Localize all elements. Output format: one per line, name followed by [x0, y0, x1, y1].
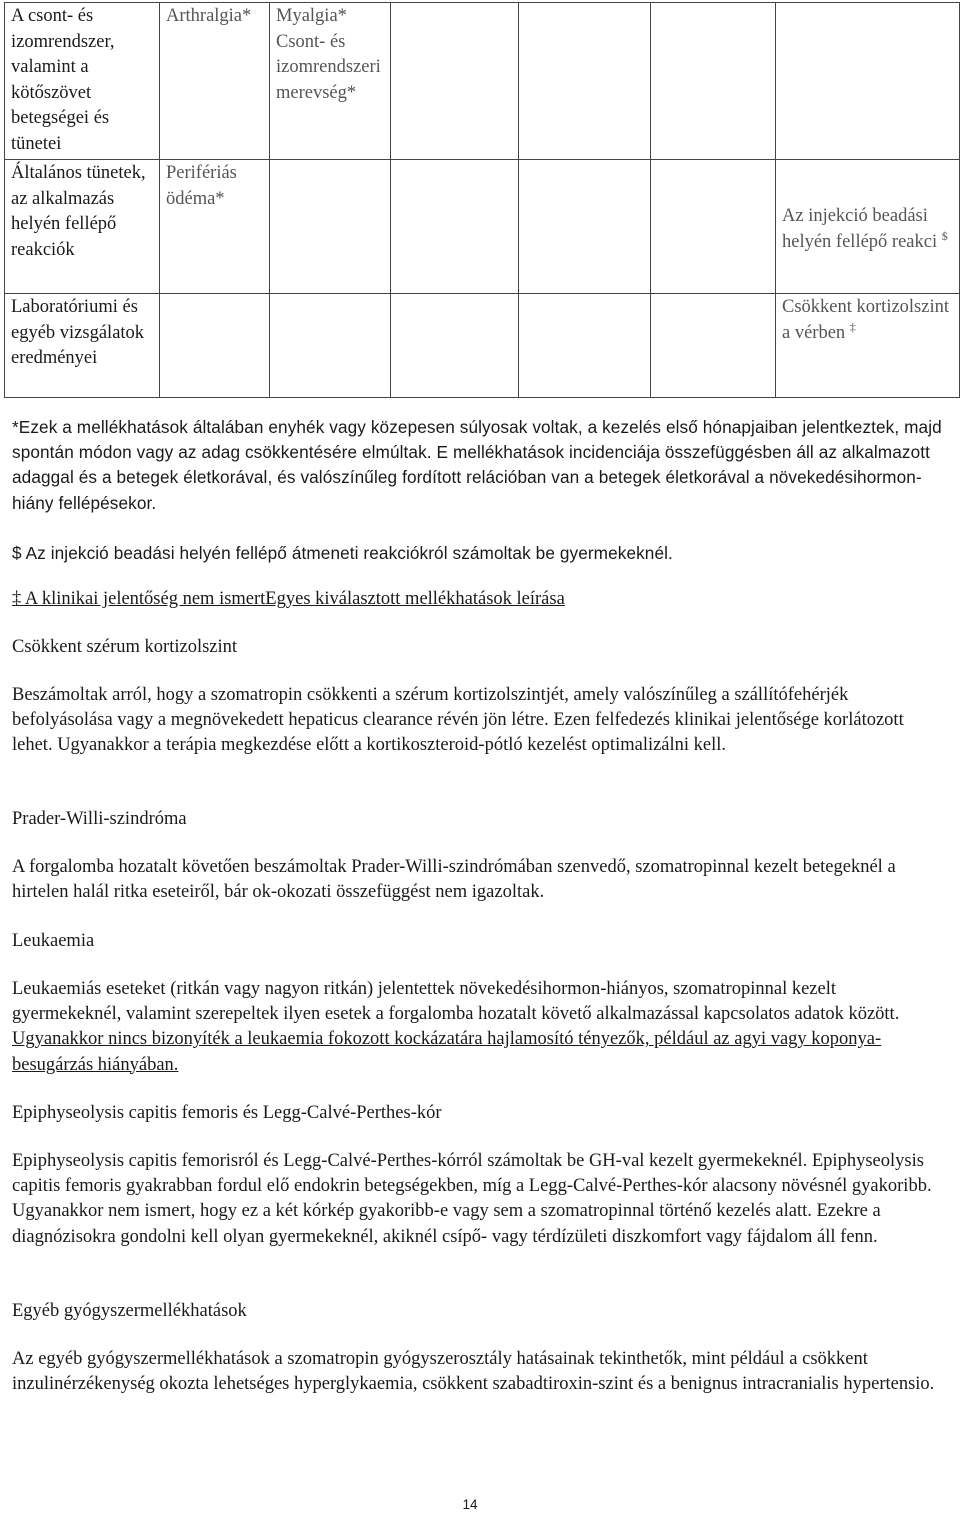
table-cell — [519, 294, 651, 398]
section-body — [12, 977, 942, 1078]
table-cell: Perifériás ödéma* — [160, 160, 270, 294]
cell-text: Az injekció beadási helyén fellépő reakci — [782, 206, 938, 252]
cell-text: Csökkent kortizolszint a vérben — [782, 297, 949, 343]
table-cell — [270, 160, 391, 294]
section-body: Beszámoltak arról, hogy a szomatropin csökkenti a szérum kortizolszintjét, amely valószínűleg a szállítófehérjék befolyásolása vagy a megnövekedett hepaticus clearance révén jön létre. Ezen felfedezés klinikai jelentősége korlátozott lehet. Ugyanakkor a terápia megkezdése előtt a kortikoszteroid-pótló kezelést optimalizálni kell. — [12, 685, 904, 756]
cell-text: Csont- és izomrendszeri merevség* — [276, 31, 381, 103]
table-cell — [651, 294, 776, 398]
table-row — [5, 160, 960, 294]
footnote-mark: $ — [941, 228, 948, 243]
table-row — [5, 294, 960, 398]
section-heading: Prader-Willi-szindróma — [12, 809, 187, 829]
section-heading: Epiphyseolysis capitis femoris és Legg-Calvé-Perthes-kór — [12, 1103, 442, 1123]
soc-cell: Általános tünetek, az alkalmazás helyén fellépő reakciók — [5, 160, 160, 294]
section-body: A forgalomba hozatalt követően beszámoltak Prader-Willi-szindrómában szenvedő, szomatropinnal kezelt betegeknél a hirtelen halál ritka eseteiről, bár ok-okozati összefüggést nem igazoltak. — [12, 857, 896, 903]
section-heading: Leukaemia — [12, 931, 95, 951]
footnote-star: *Ezek a mellékhatások általában enyhék vagy közepesen súlyosak voltak, a kezelés első hónapjaiban jelentkeztek, majd spontán módon vagy az adag csökkentésére elmúltak. E mellékhatások incidenciája összefüggésben áll az alkalmazott adaggal és a betegek életkorával, és valószínűleg fordított relációban van a betegek életkorával a növekedésihormon-hiány fellépésekor. — [12, 417, 942, 513]
table-cell — [776, 294, 960, 398]
cell-text: Myalgia* — [276, 6, 347, 26]
table-cell — [776, 3, 960, 160]
section-body-text: Leukaemiás eseteket (ritkán vagy nagyon ritkán) jelentettek növekedésihormon-hiányos, szomatropinnal kezelt gyermekeknél, valamint szerepeltek ilyen esetek a forgalomba hozatalt követő alkalmazással kapcsolatos adatok között. — [12, 979, 900, 1025]
soc-cell: Laboratóriumi és egyéb vizsgálatok eredményei — [5, 294, 160, 398]
section-body: Az egyéb gyógyszermellékhatások a szomatropin gyógyszerosztály hatásainak tekinthetők, mint például a csökkent inzulinérzékenység okozta lehetséges hyperglykaemia, csökkent szabadtiroxin-szint és a benignus intracranialis hypertensio. — [12, 1349, 935, 1395]
section-body-underlined: Ugyanakkor nincs bizonyíték a leukaemia fokozott kockázatára hajlamosító tényezők, például az agyi vagy koponya-besugárzás hiányában. — [12, 1029, 882, 1075]
table-row — [5, 3, 960, 160]
section-body: Epiphyseolysis capitis femorisról és Legg-Calvé-Perthes-kórról számoltak be GH-val kezelt gyermekeknél. Epiphyseolysis capitis femoris gyakrabban fordul elő endokrin betegségekben, míg a Legg-Calvé-Perthes-kór alacsony növésnél gyakoribb. Ugyanakkor nem ismert, hogy ez a két kórkép gyakoribb-e vagy sem a szomatropinnal történő kezelés alatt. Ezekre a diagnózisokra gondolni kell olyan gyermekeknél, akiknél csípő- vagy térdízületi diszkomfort vagy fájdalom áll fenn. — [12, 1151, 932, 1247]
table-cell — [270, 294, 391, 398]
table-cell — [391, 3, 519, 160]
adverse-reactions-table — [4, 2, 960, 398]
table-cell — [651, 3, 776, 160]
table-cell — [651, 160, 776, 294]
section-heading: Egyéb gyógyszermellékhatások — [12, 1301, 247, 1321]
table-cell — [519, 3, 651, 160]
soc-cell: A csont- és izomrendszer, valamint a kötőszövet betegségei és tünetei — [5, 3, 160, 160]
table-cell — [160, 294, 270, 398]
table-cell — [776, 160, 960, 294]
table-cell — [391, 160, 519, 294]
table-cell — [270, 3, 391, 160]
footnote-mark: ‡ — [849, 319, 856, 334]
page-number: 14 — [462, 1497, 478, 1512]
footnote-dollar: $ Az injekció beadási helyén fellépő átmeneti reakciókról számoltak be gyermekeknél. — [12, 543, 673, 563]
footnote-dagger: ‡ A klinikai jelentőség nem ismertEgyes kiválasztott mellékhatások leírása — [12, 589, 565, 609]
table-cell — [391, 294, 519, 398]
section-heading: Csökkent szérum kortizolszint — [12, 637, 238, 657]
table-cell — [519, 160, 651, 294]
table-cell: Arthralgia* — [160, 3, 270, 160]
